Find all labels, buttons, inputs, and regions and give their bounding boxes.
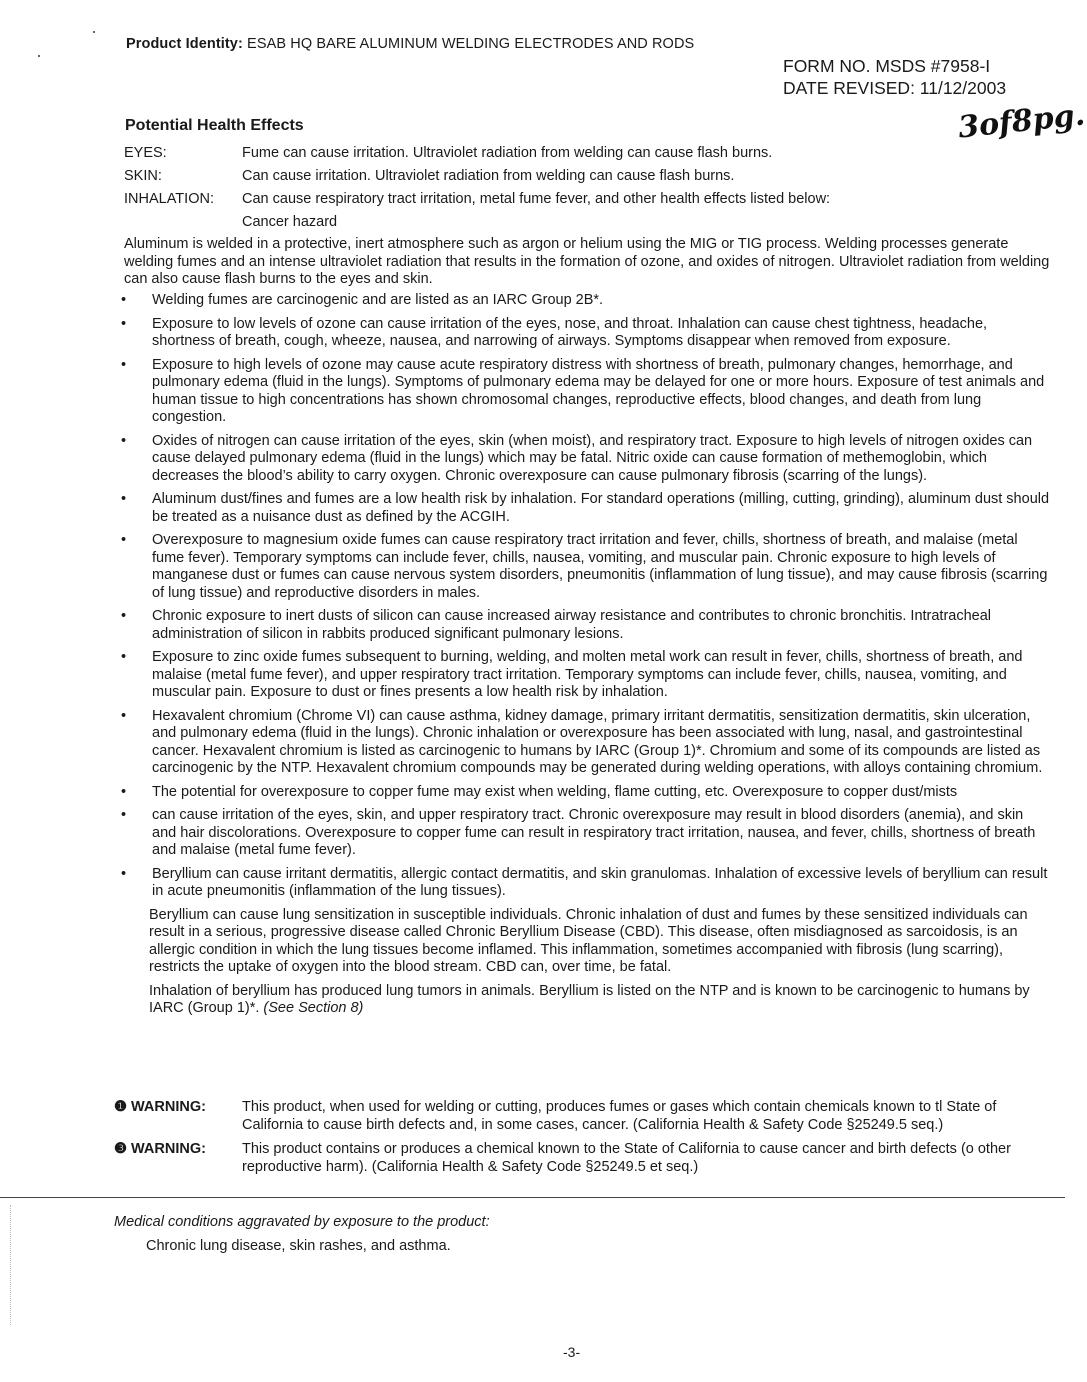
effect-row-cancer (124, 211, 1024, 234)
form-number: FORM NO. MSDS #7958-I (783, 56, 991, 76)
list-item (118, 649, 1050, 702)
beryllium-paragraph-1: Beryllium can cause lung sensitization in susceptible individuals. Chronic inhalation of dust and fumes by these sensitized individuals can result in a serious, progressive disease called Chronic Beryllium Disease (CBD). This disease, often misdiagnosed as sarcoidosis, is an allergic condition in which the lung tissues become inflamed. This inflammation, sometimes accompanied with fibrosis (lung scarring), restricts the uptake of oxygen into the blood stream. CBD can, over time, be fatal. (149, 906, 1028, 975)
bullet-text: The potential for overexposure to copper fume may exist when welding, flame cutting, etc. Overexposure to copper dust/mists (152, 783, 958, 800)
bullet-text: Hexavalent chromium (Chrome VI) can cause asthma, kidney damage, primary irritant dermatitis, sensitization dermatitis, skin ulceration, and pulmonary edema (fluid in the lungs). Chronic inhalation or overexposure has been associated with lung, nasal, and gastrointestinal cancer. Hexavalent chromium is listed as carcinogenic to humans by IARC (Group 1)*. Chromium and some of its compounds are listed as carcinogenic by the NTP. Hexavalent chromium compounds may be generated during welding operations, with alloys containing chromium. (152, 707, 1043, 776)
warning-text: This product, when used for welding or cutting, produces fumes or gases which contain chemicals known to tl State of California to cause birth defects and, in some cases, cancer. (California Health & Safety Code §25249.5 seq.) (242, 1099, 997, 1133)
list-item (118, 491, 1050, 526)
bullet-text: Overexposure to magnesium oxide fumes can cause respiratory tract irritation and fever, chills, shortness of breath, and malaise (metal fume fever). Temporary symptoms can include fever, chills, nausea, vomiting, and muscular pain. Chronic exposure to high levels of manganese dust or fumes can cause nervous system disorders, pneumonitis (inflammation of lung tissue), and may cause fibrosis (scarring of lung tissue) and reproductive disorders in males. (152, 532, 1048, 601)
list-item (118, 784, 1050, 802)
bullet-text: Chronic exposure to inert dusts of silicon can cause increased airway resistance and contributes to chronic bronchitis. Intratracheal administration of silicon in rabbits produced significant pulmonary lesions. (152, 608, 992, 642)
handwritten-page-note: 3of8pg. (956, 97, 1087, 146)
bullet-icon: • (121, 356, 127, 373)
list-item (118, 433, 1050, 486)
form-info (783, 55, 1006, 99)
product-identity-label: Product Identity: (126, 36, 243, 52)
list-item (118, 357, 1050, 427)
scan-speck (38, 55, 40, 57)
effect-text: Can cause respiratory tract irritation, metal fume fever, and other health effects listed below: (242, 191, 831, 207)
scan-margin-dots (10, 1205, 12, 1325)
medical-conditions-title: Medical conditions aggravated by exposure to the product: (114, 1214, 490, 1230)
bullet-icon: • (121, 783, 127, 800)
bullet-icon: • (121, 491, 127, 507)
effect-label: SKIN: (124, 168, 162, 184)
scan-speck (93, 31, 95, 33)
bullet-text: Oxides of nitrogen can cause irritation of the eyes, skin (when moist), and respiratory tract. Exposure to high levels of nitrogen oxides can cause delayed pulmonary edema (fluid in the lungs) which may be fatal. Nitric oxide can cause formation of methemoglobin, which decreases the blood’s ability to carry oxygen. Chronic overexposure can cause pulmonary fibrosis (scarring of the lungs). (152, 432, 1033, 484)
date-revised: DATE REVISED: 11/12/2003 (783, 78, 1007, 98)
intro-paragraph: Aluminum is welded in a protective, inert atmosphere such as argon or helium using the MIG or TIG process. Welding processes generate welding fumes and an intense ultraviolet radiation that results in the formation of ozone, and oxides of nitrogen. Ultraviolet radiation from welding can also cause flash burns to the eyes and skin. (124, 236, 1050, 287)
warning-label: ❶ WARNING: (114, 1099, 206, 1115)
bullet-text: can cause irritation of the eyes, skin, and upper respiratory tract. Chronic overexposure may result in blood disorders (anemia), and skin and hair discolorations. Overexposure to copper fume can result in respiratory tract irritation, nausea, and fever, chills, shortness of breath and malaise (metal fume fever). (152, 807, 1036, 858)
bullet-icon: • (121, 807, 127, 823)
list-item (118, 807, 1050, 860)
effect-label (124, 211, 242, 234)
bullet-icon: • (121, 649, 127, 665)
list-item (118, 866, 1050, 901)
effects-list (124, 142, 1024, 234)
list-item (118, 708, 1050, 778)
section-reference: (See Section 8) (263, 1000, 364, 1016)
bullet-icon: • (121, 865, 127, 882)
warning-2 (114, 1141, 1054, 1176)
bullet-text: Welding fumes are carcinogenic and are listed as an IARC Group 2B*. (152, 292, 604, 308)
list-item (118, 316, 1050, 351)
list-item (118, 608, 1050, 643)
divider (0, 1197, 1065, 1198)
effect-row-skin (124, 165, 1024, 188)
bullet-icon: • (121, 432, 127, 449)
bullet-text: Exposure to zinc oxide fumes subsequent to burning, welding, and molten metal work can result in fever, chills, shortness of breath, and malaise (metal fume fever), and upper respiratory tract irritation. Temporary symptoms can include fever, chills, nausea, vomiting, and muscular pain. Exposure to dust or fines presents a low health risk by inhalation. (152, 649, 1023, 700)
bullet-text: Aluminum dust/fines and fumes are a low health risk by inhalation. For standard operations (milling, cutting, grinding), aluminum dust should be treated as a nuisance dust as defined by the ACGIH. (152, 491, 1050, 525)
effect-label: EYES: (124, 145, 167, 161)
effect-row-inhalation (124, 188, 1024, 211)
section-title: Potential Health Effects (125, 117, 304, 134)
page-number: -3- (563, 1344, 581, 1360)
bullet-text: Exposure to high levels of ozone may cause acute respiratory distress with shortness of breath, pulmonary changes, hemorrhage, and pulmonary edema (fluid in the lungs). Symptoms of pulmonary edema may be delayed for one or more hours. Exposure of test animals and human tissue to high concentrations has shown chromosomal changes, reproductive effects, blood changes, and death from lung congestion. (152, 356, 1045, 425)
medical-conditions-text: Chronic lung disease, skin rashes, and asthma. (146, 1238, 451, 1254)
effect-row-eyes (124, 142, 1024, 165)
list-item (118, 292, 1050, 310)
list-item (118, 532, 1050, 602)
beryllium-paragraph-2 (118, 983, 1050, 1018)
bullet-text: Exposure to low levels of ozone can cause irritation of the eyes, nose, and throat. Inhalation can cause chest tightness, headache, shortness of breath, cough, wheeze, nausea, and narrowing of airways. Symptoms disappear when removed from exposure. (152, 315, 988, 349)
product-identity-value: ESAB HQ BARE ALUMINUM WELDING ELECTRODES AND RODS (247, 36, 695, 52)
bullet-icon: • (121, 707, 127, 724)
bullet-icon: • (121, 315, 127, 332)
warning-text: This product contains or produces a chemical known to the State of California to cause cancer and birth defects (o other reproductive harm). (California Health & Safety Code §25249.5 et seq.) (242, 1141, 1011, 1175)
effect-text: Fume can cause irritation. Ultraviolet radiation from welding can cause flash burns. (242, 145, 773, 161)
effect-text: Can cause irritation. Ultraviolet radiation from welding can cause flash burns. (242, 168, 735, 184)
effect-text: Cancer hazard (242, 214, 338, 230)
bullet-icon: • (121, 608, 127, 624)
bullet-icon: • (121, 532, 127, 548)
effect-label: INHALATION: (124, 191, 214, 207)
warning-label: ❸ WARNING: (114, 1141, 206, 1157)
warning-1 (114, 1099, 1054, 1134)
product-identity (126, 36, 694, 52)
bullet-icon: • (121, 292, 127, 308)
bullet-list (118, 292, 1050, 1024)
beryllium-paragraph-2-text: Inhalation of beryllium has produced lung tumors in animals. Beryllium is listed on the NTP and is known to be carcinogenic to humans by IARC (Group 1)*. (149, 982, 1030, 1016)
warnings (114, 1099, 1054, 1183)
bullet-text: Beryllium can cause irritant dermatitis, allergic contact dermatitis, and skin granulomas. Inhalation of excessive levels of beryllium can result in acute pneumonitis (inflammation of the lung tissues). (152, 865, 1048, 899)
